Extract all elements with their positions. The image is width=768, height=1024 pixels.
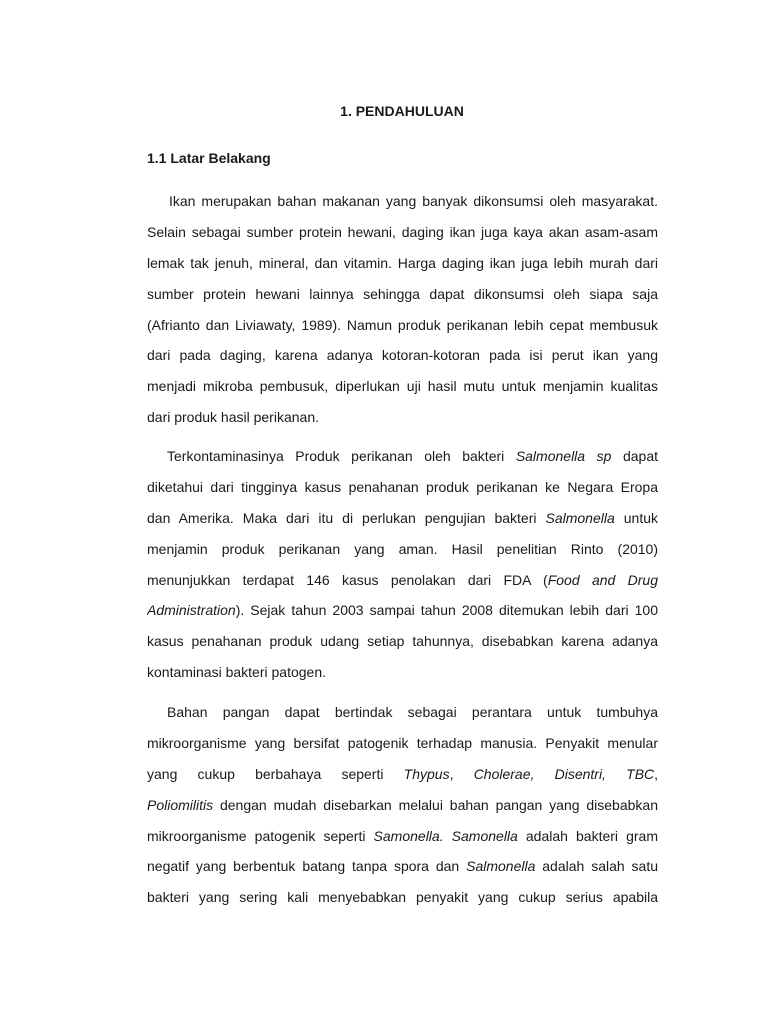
paragraph-1: [147, 186, 658, 433]
italic-term: Salmonella: [466, 858, 536, 875]
text-run: adalah bakteri gram: [517, 827, 658, 844]
text-run: ,: [449, 765, 474, 782]
text-run: negatif yang berbentuk batang tanpa spora dan: [147, 858, 467, 875]
italic-term: Disentri,: [554, 765, 606, 782]
paragraph-line: [147, 595, 658, 626]
text-run: [606, 766, 626, 782]
italic-term: Salmonella sp: [515, 448, 612, 464]
paragraph-line: kasus penahanan produk udang setiap tahunnya, disebabkan karena adanya: [147, 633, 658, 650]
paragraph-line: kontaminasi bakteri patogen.: [147, 664, 326, 681]
paragraph-line: diketahui dari tingginya kasus penahanan produk perikanan ke Negara Eropa: [147, 478, 658, 495]
text-run: yang cukup berbahaya seperti: [147, 765, 404, 782]
paragraph-line: [147, 790, 658, 821]
paragraph-2: [147, 441, 658, 688]
text-run: ,: [654, 765, 658, 782]
section-title: 1.1 Latar Belakang: [147, 150, 271, 166]
italic-term: Administration: [147, 602, 236, 619]
paragraph-line: dari pada daging, karena adanya kotoran-kotoran pada isi perut ikan yang: [147, 347, 658, 364]
paragraph-line: (Afrianto dan Liviawaty, 1989). Namun produk perikanan lebih cepat membusuk: [147, 316, 658, 333]
italic-term: Poliomilitis: [147, 796, 214, 813]
paragraph-line: bakteri yang sering kali menyebabkan penyakit yang cukup serius apabila: [147, 889, 658, 906]
italic-term: Food and Drug: [547, 571, 658, 588]
italic-term: Samonella.: [373, 827, 444, 844]
paragraph-line: Bahan pangan dapat bertindak sebagai perantara untuk tumbuhya: [167, 704, 658, 720]
italic-term: TBC: [626, 765, 655, 782]
paragraph-line: Selain sebagai sumber protein hewani, daging ikan juga kaya akan asam-asam: [147, 223, 658, 240]
text-run: menunjukkan terdapat 146 kasus penolakan dari FDA (: [147, 571, 548, 588]
paragraph-line: [147, 821, 658, 852]
paragraph-line: mikroorganisme yang bersifat patogenik terhadap manusia. Penyakit menular: [147, 734, 658, 751]
italic-term: Cholerae,: [473, 765, 535, 782]
paragraph-line: menjamin produk perikanan yang aman. Hasil penelitian Rinto (2010): [147, 540, 658, 557]
paragraph-line: [147, 441, 658, 472]
italic-term: Samonella: [451, 827, 518, 844]
italic-term: Salmonella: [545, 509, 615, 526]
chapter-title: 1. PENDAHULUAN: [340, 103, 464, 119]
paragraph-line: Ikan merupakan bahan makanan yang banyak dikonsumsi oleh masyarakat.: [169, 193, 658, 209]
italic-term: Thypus: [403, 765, 450, 782]
text-run: mikroorganisme patogenik seperti: [147, 827, 374, 844]
paragraph-line: [147, 565, 658, 596]
paragraph-3: [147, 697, 658, 913]
paragraph-line: sumber protein hewani lainnya sehingga dapat dikonsumsi oleh siapa saja: [147, 285, 658, 302]
text-run: Terkontaminasinya Produk perikanan oleh bakteri: [167, 448, 516, 464]
paragraph-line: dari produk hasil perikanan.: [147, 409, 319, 426]
paragraph-line: [147, 851, 658, 882]
text-run: dapat: [611, 448, 658, 464]
text-run: [444, 828, 452, 844]
text-run: ). Sejak tahun 2003 sampai tahun 2008 ditemukan lebih dari 100: [235, 602, 658, 619]
text-run: dan Amerika. Maka dari itu di perlukan pengujian bakteri: [147, 509, 546, 526]
paragraph-line: [147, 503, 658, 534]
paragraph-line: menjadi mikroba pembusuk, diperlukan uji hasil mutu untuk menjamin kualitas: [147, 378, 658, 395]
paragraph-line: lemak tak jenuh, mineral, dan vitamin. Harga daging ikan juga lebih murah dari: [147, 254, 658, 271]
text-run: untuk: [614, 509, 658, 526]
text-run: [534, 766, 554, 782]
text-run: adalah salah satu: [535, 858, 658, 875]
text-run: dengan mudah disebarkan melalui bahan pangan yang disebabkan: [213, 796, 658, 813]
paragraph-line: [147, 759, 658, 790]
